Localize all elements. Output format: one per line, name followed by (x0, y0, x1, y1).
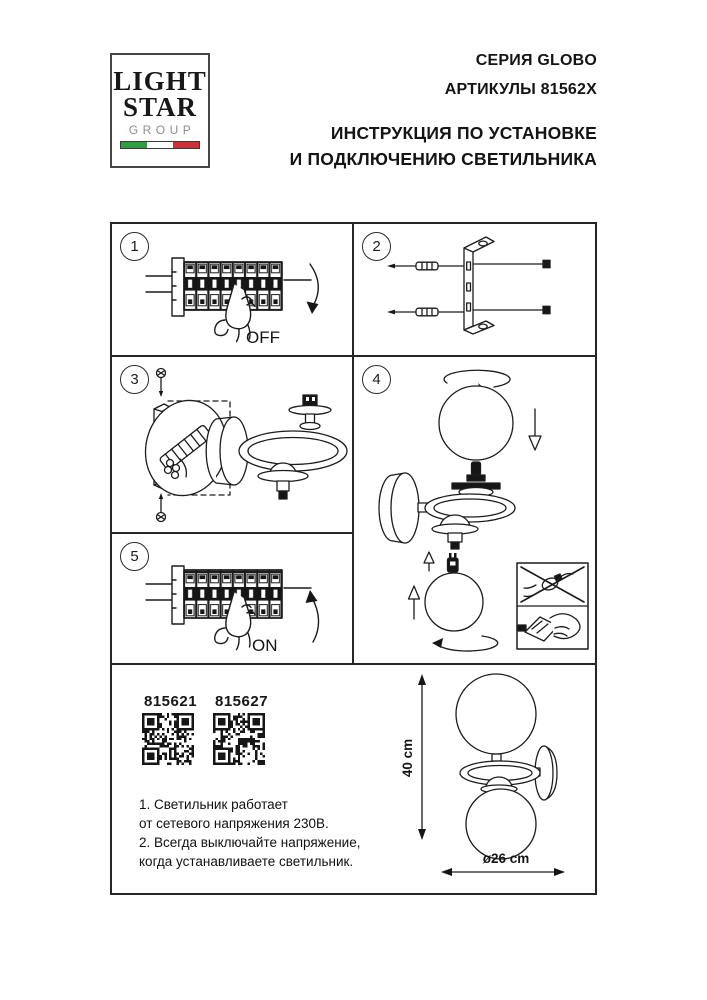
top-globe (456, 674, 536, 754)
bottom-globe (425, 573, 483, 631)
note-line: 1. Светильник работает (139, 797, 288, 812)
step1-panel (112, 224, 352, 355)
steps-grid (110, 222, 597, 895)
step4-panel (354, 357, 595, 663)
step5-panel (112, 534, 352, 663)
note-line: 2. Всегда выключайте напряжение, (139, 835, 361, 850)
note-line: когда устанавливаете светильник. (139, 854, 354, 869)
off-label: OFF (246, 328, 280, 347)
instruction-title-line1: ИНСТРУКЦИЯ ПО УСТАНОВКЕ (330, 123, 597, 143)
logo-word-light: LIGHT (113, 66, 207, 96)
step4-number-badge: 4 (362, 365, 391, 394)
diameter-dimension-label: ø26 cm (482, 851, 530, 866)
lightstar-logo (110, 53, 210, 168)
note-line: от сетевого напряжения 230В. (139, 816, 329, 831)
rotate-arrow-icon (438, 636, 498, 651)
curved-arrow-up-icon (312, 598, 319, 642)
step1-number-badge: 1 (120, 232, 149, 261)
on-label: ON (252, 636, 278, 655)
dimensions-diagram (394, 666, 576, 892)
qr-code-815621 (142, 713, 194, 765)
italy-flag-icon (120, 141, 200, 149)
halogen-bulb-icon (472, 462, 481, 475)
step4-assembly-diagram (354, 357, 595, 663)
logo-word-star: STAR (122, 92, 198, 122)
flag-red (173, 142, 199, 148)
articles-title: АРТИКУЛЫ 81562X (444, 80, 597, 98)
footer-panel (112, 665, 595, 893)
height-dimension-label: 40 cm (400, 738, 415, 778)
flag-green (121, 142, 147, 148)
article-code-1: 815621 (144, 693, 198, 710)
step2-number-badge: 2 (362, 232, 391, 261)
rotate-arrow-icon (444, 370, 510, 387)
article-code-2: 815627 (215, 693, 269, 710)
top-globe (439, 386, 513, 460)
curved-arrow-down-icon (310, 264, 318, 306)
qr-code-815627 (213, 713, 265, 765)
header-titles (290, 47, 597, 172)
screw-head-icon (543, 260, 550, 267)
bottom-globe (466, 789, 536, 859)
safety-notes (139, 795, 360, 871)
logo-word-group: GROUP (128, 123, 196, 137)
step3-panel (112, 357, 352, 532)
step5-number-badge: 5 (120, 542, 149, 571)
series-title: СЕРИЯ GLOBO (475, 52, 597, 69)
instruction-title-line2: И ПОДКЛЮЧЕНИЮ СВЕТИЛЬНИКА (289, 148, 597, 169)
step2-panel (354, 224, 595, 355)
step3-number-badge: 3 (120, 365, 149, 394)
flag-white (147, 142, 173, 148)
screw-head-icon (543, 306, 550, 313)
